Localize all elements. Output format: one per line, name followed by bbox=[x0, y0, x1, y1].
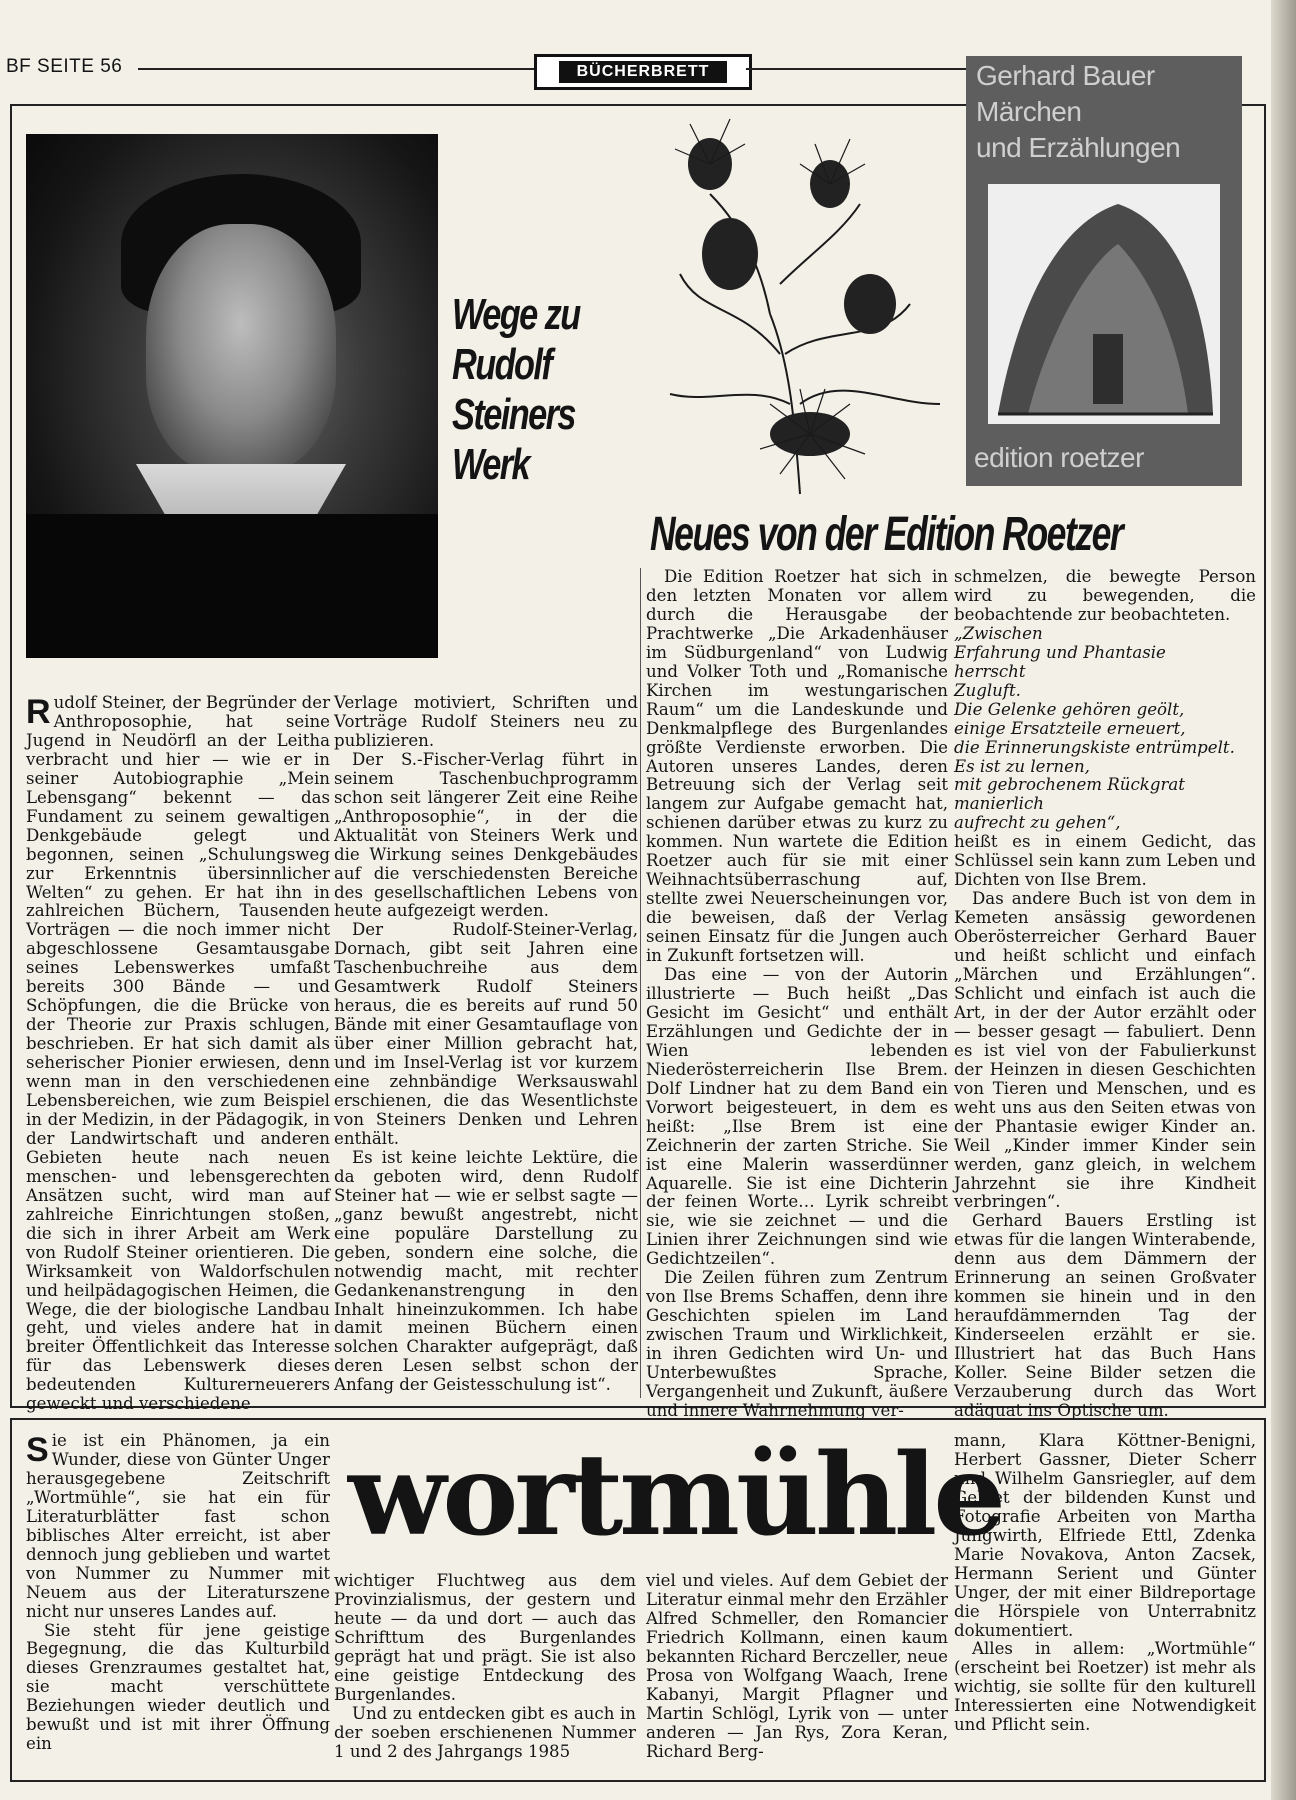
paragraph: Der S.-Fischer-Verlag führt in seinem Taschenbuchprogramm schon seit längerer Zeit eine Reihe „Anthroposophie“, in der die Aktualität von Steiners Werk und die Wirkung seines Denkgebäudes auf die verschiedensten Bereiche des gesellschaftlichen Lebens von heute aufgezeigt werden. bbox=[334, 749, 638, 921]
header-rule-left bbox=[138, 68, 534, 70]
poem-line: Erfahrung und Phantasie bbox=[954, 642, 1166, 662]
poem-line: mit gebrochenem Rückgrat bbox=[954, 775, 1185, 795]
poem-line: Es ist zu lernen, bbox=[954, 756, 1090, 776]
column-rule bbox=[640, 568, 641, 1398]
paragraph: Alles in allem: „Wortmühle“ (erscheint bei Roetzer) ist mehr als wichtig, sie sollte für den kulturell Interessierten eine Notwendigkeit und Pflicht sein. bbox=[954, 1639, 1256, 1735]
poem-line: „Zwischen bbox=[954, 623, 1043, 643]
paragraph: heißt es in einem Gedicht, das Schlüssel sein kann zum Leben und Dichten von Ilse Brem. bbox=[954, 832, 1256, 890]
poem-line: aufrecht zu gehen“, bbox=[954, 813, 1121, 833]
cover-title-line2: und Erzählungen bbox=[976, 132, 1181, 163]
headline-line: Rudolf bbox=[452, 340, 552, 389]
steiner-column-1 bbox=[26, 694, 330, 1414]
wortmuehle-logo: wortmühle bbox=[348, 1430, 1002, 1561]
headline-line: Wege zu bbox=[452, 290, 580, 339]
headline-line: Steiners bbox=[452, 390, 575, 439]
roetzer-column-2 bbox=[954, 568, 1256, 1421]
section-title: BÜCHERBRETT bbox=[559, 61, 728, 83]
roetzer-headline: Neues von der Edition Roetzer bbox=[650, 508, 1123, 561]
paragraph: viel und vieles. Auf dem Gebiet der Literatur einmal mehr den Erzähler Alfred Schmeller, den Romancier Friedrich Kollmann, einen kaum bekannten Richard Berczeller, neue Prosa von Wolfgang Waach, Irene Kabanyi, Margit Pflagner und Martin Schlögl, Lyrik von — unter anderen — Jan Rys, Zora Keran, Richard Berg- bbox=[646, 1571, 948, 1761]
header-rule-right bbox=[746, 68, 968, 70]
paragraph-text: ie ist ein Phänomen, ja ein Wunder, diese von Günter Unger herausgegebene Zeitschrift „Wortmühle“, sie hat ein für Literaturblätter fast schon biblisches Alter erreicht, ist aber dennoch jung geblieben und wartet von Nummer zu Nummer mit Neuem aus der Literaturszene nicht nur unseres Landes auf. bbox=[26, 1431, 330, 1621]
paragraph: Das eine — von der Autorin illustrierte — Buch heißt „Das Gesicht im Gesicht“ und enthält Erzählungen und Gedichte der in Wien lebenden Niederösterreicherin Ilse Brem. Dolf Lindner hat zu dem Band ein Vorwort beigesteuert, in dem es heißt: „Ilse Brem ist eine Zeichnerin der zarten Striche. Sie ist eine Malerin wasserdünner Aquarelle. Sie ist eine Dichterin der feinen Worte… Lyrik schreibt sie, wie sie zeichnet — und die Linien ihrer Zeichnungen sind wie Gedichtzeilen“. bbox=[646, 965, 948, 1269]
headline-line: Werk bbox=[452, 440, 530, 489]
paragraph: Gerhard Bauers Erstling ist etwas für die langen Winterabende, denn aus dem Dämmern der Erinnerung an seinen Großvater kommen sie hinein und in den heraufdämmernden Tag der Kinderseelen erzählt er sie. Illustriert hat das Buch Hans Koller. Seine Bilder setzen die Verzauberung durch das Wort adäquat ins Optische um. bbox=[954, 1211, 1256, 1420]
paragraph-text: udolf Steiner, der Begründer der Anthroposophie, hat seine Jugend in Neudörfl an der Leitha verbracht und hier — wie er in seiner Autobiographie „Mein Lebensgang“ bekennt — das Fundament zu seinem gewaltigen Denkgebäude gelegt und begonnen, seinen „Schulungsweg zur Erkenntnis übersinnlicher Welten“ zu gehen. Er hat ihn in zahlreichen Büchern, Tausenden Vorträgen — die noch immer nicht abgeschlossene Gesamtausgabe seines Lebenswerkes umfaßt bereits 300 Bände — und Schöpfungen, die die Brücke von der Theorie zur Praxis schlugen, beschrieben. Er hat sich damit als seherischer Pionier erwiesen, denn wenn man in den verschiedenen Lebensbereichen, wie zum Beispiel in der Medizin, in der Pädagogik, in der Landwirtschaft und anderen Gebieten heute nach neuen menschen- und lebensgerechten Ansätzen sucht, wird man auf zahlreiche Einrichtungen stoßen, die sich in ihrer Arbeit am Werk von Rudolf Steiner orientieren. Die Wirksamkeit von Waldorfschulen und heilpädagogischen Heimen, die Wege, die der biologische Landbau geht, und vieles andere hat in breiter Öffentlichkeit das Interesse für das Lebenswerk dieses bedeutenden Kulturerneuerers geweckt und verschiedene bbox=[26, 693, 330, 1414]
paragraph: Sie steht für jene geistige Begegnung, die das Kulturbild dieses Grenzraumes gestaltet hat, sie macht verschüttete Beziehungen wieder deutlich und bewußt und ist mit ihrer Öffnung ein bbox=[26, 1620, 330, 1754]
poem-line: herrscht bbox=[954, 661, 1026, 681]
book-cover bbox=[966, 56, 1242, 486]
paragraph: wichtiger Fluchtweg aus dem Provinzialismus, der gestern und heute — da und dort — auch das Schrifttum des Burgenlandes geprägt hat und prägt. Sie ist also eine geistige Entdeckung des Burgenlandes. bbox=[334, 1571, 636, 1704]
paragraph: Und zu entdecken gibt es auch in der soeben erschienenen Nummer 1 und 2 des Jahrgangs 1985 bbox=[334, 1703, 636, 1761]
wortmuehle-column-1 bbox=[26, 1432, 330, 1754]
cover-title-line1: Märchen bbox=[976, 96, 1082, 127]
paragraph: Die Zeilen führen zum Zentrum von Ilse Brems Schaffen, denn ihre Geschichten spielen im Land zwischen Traum und Wirklichkeit, in ihren Gedichten wird Un- und Unterbewußtes Sprache, Vergangenheit und Zukunft, äußere und innere Wahrnehmung ver- bbox=[646, 1268, 948, 1420]
steiner-headline bbox=[452, 290, 592, 490]
paragraph: schmelzen, die bewegte Person wird zu bewegenden, die beobachtende zur beobachteten. bbox=[954, 567, 1256, 624]
paragraph: Das andere Buch ist von dem in Kemeten ansässig gewordenen Oberösterreicher Gerhard Bauer und heißt schlicht und einfach „Märchen und Erzählungen“. Schlicht und einfach ist auch die Art, in der der Autor erzählt oder — besser gesagt — fabuliert. Denn es ist viel von der Fabulierkunst der Heinzen in diesen Geschichten von Tieren und Menschen, und es weht uns aus den Seiten etwas von der Phantasie ewiger Kinder an. Weil „Kinder immer Kinder sein werden, ganz gleich, in welchem Jahrzehnt sie ihre Kindheit verbringen“. bbox=[954, 889, 1256, 1212]
paragraph: Der Rudolf-Steiner-Verlag, Dornach, gibt seit Jahren eine Taschenbuchreihe aus dem Gesamtwerk Rudolf Steiners heraus, die es bereits auf rund 50 Bände mit einer Gesamtauflage von über einer Million gebracht hat, und im Insel-Verlag ist vor kurzem eine zehnbändige Werksauswahl erschienen, die das Wesentlichste von Steiners Denken und Lehren enthält. bbox=[334, 920, 638, 1148]
poem-line: die Erinnerungskiste entrümpelt. bbox=[954, 737, 1235, 757]
paragraph: Es ist keine leichte Lektüre, die da geboten wird, denn Rudolf Steiner hat — wie er selbst sagte — „ganz bewußt angestrebt, nicht eine populäre Darstellung zu geben, sondern eine solche, die notwendig macht, mit rechter Gedankenanstrengung in den Inhalt hineinzukommen. Ich habe damit meinen Büchern einen solchen Charakter aufgeprägt, daß deren Lesen selbst schon der Anfang der Geistesschulung ist“. bbox=[334, 1147, 638, 1395]
paragraph: Verlage motiviert, Schriften und Vorträge Rudolf Steiners neu zu publizieren. bbox=[334, 693, 638, 750]
cover-author: Gerhard Bauer bbox=[976, 60, 1155, 91]
paragraph: Die Edition Roetzer hat sich in den letzten Monaten vor allem durch die Herausgabe der Prachtwerke „Die Arkadenhäuser im Südburgenland“ von Ludwig und Volker Toth und „Romanische Kirchen im westungarischen Raum“ um die Landeskunde und Denkmalpflege des Burgenlandes größte Verdienste erworben. Die Autoren unseres Landes, deren Betreuung sich der Verlag seit langem zur Aufgabe gemacht hat, schienen darüber etwas zu kurz zu kommen. Nun wartete die Edition Roetzer auch für sie mit einer Weihnachtsüberraschung auf, stellte zwei Neuerscheinungen vor, die beweisen, daß der Verlag seinen Einsatz für die Jungen auch in Zukunft fortsetzen will. bbox=[646, 567, 948, 966]
section-badge bbox=[534, 54, 752, 90]
page-label: BF SEITE 56 bbox=[6, 56, 123, 77]
roetzer-column-1 bbox=[646, 568, 948, 1421]
thistle-illustration bbox=[650, 104, 950, 502]
page-edge bbox=[1271, 0, 1296, 1800]
drop-cap: S bbox=[26, 1431, 49, 1469]
drop-cap: R bbox=[26, 693, 51, 731]
steiner-column-2 bbox=[334, 694, 638, 1395]
steiner-portrait bbox=[26, 134, 438, 658]
wortmuehle-column-4 bbox=[954, 1432, 1256, 1735]
poem-line: Zugluft. bbox=[954, 680, 1021, 700]
cover-illustration bbox=[988, 184, 1220, 424]
paragraph: mann, Klara Köttner-Benigni, Herbert Gassner, Dieter Scherr und Wilhelm Gansriegler, auf dem Gebiet der bildenden Kunst und Fotografie Arbeiten von Martha Jungwirth, Elfriede Ettl, Zdenka Marie Novakova, Anton Zacsek, Hermann Serient und Günter Unger, der mit einer Bildreportage die Hörspiele von Unterrabnitz dokumentiert. bbox=[954, 1431, 1256, 1640]
poem-line: einige Ersatzteile erneuert, bbox=[954, 718, 1186, 738]
poem bbox=[954, 625, 1256, 833]
wortmuehle-column-2 bbox=[334, 1572, 636, 1762]
paragraph bbox=[26, 1432, 330, 1622]
poem-line: Die Gelenke gehören geölt, bbox=[954, 699, 1185, 719]
poem-line: manierlich bbox=[954, 794, 1044, 814]
cover-publisher: edition roetzer bbox=[974, 442, 1144, 473]
wortmuehle-column-3 bbox=[646, 1572, 948, 1762]
paragraph bbox=[26, 694, 330, 1414]
